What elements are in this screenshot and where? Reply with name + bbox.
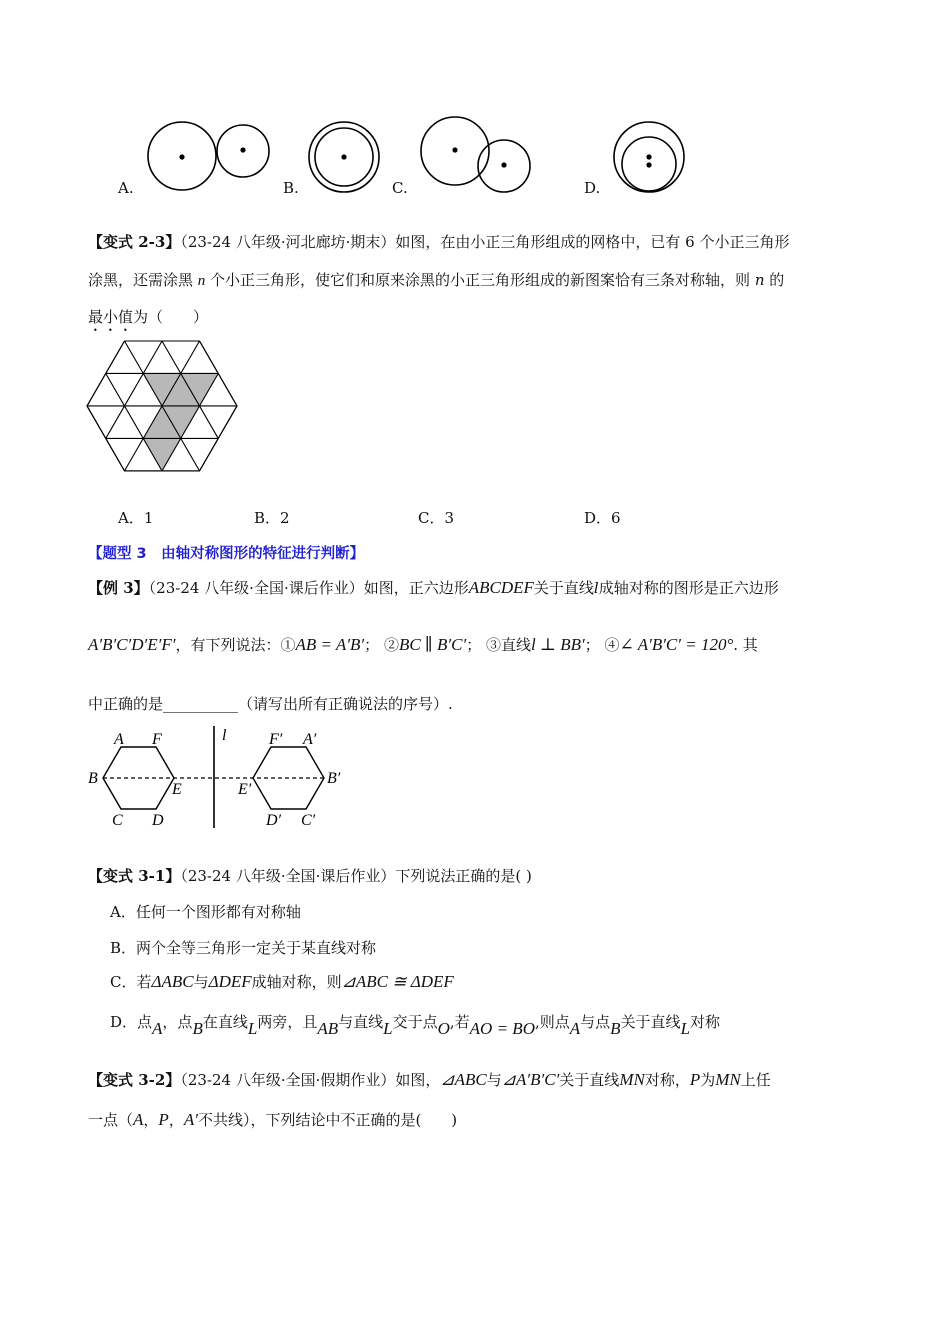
label-Dp: D′ — [266, 812, 282, 829]
hexagon-reflection-figure — [86, 722, 366, 832]
ex3-line1: 【例 3】（23-24 八年级·全国·课后作业）如图，正六边形ABCDEF关于直线l成轴对称的图形是正六边形 — [88, 578, 779, 597]
label-Fp: F′ — [269, 731, 283, 748]
q31-option-b: B．两个全等三角形一定关于某直线对称 — [110, 939, 377, 957]
q23-text1: 如图，在由小正三角形组成的网格中，已有 6 个小正三角形 — [395, 233, 790, 251]
option-b-label: B. — [283, 179, 299, 197]
shaded-triangle — [143, 438, 181, 470]
q23-line3: 最小值为（ ） — [88, 308, 209, 326]
option-figures — [0, 0, 950, 200]
label-A: A — [114, 731, 124, 748]
q23-tag: 【变式 2-3】 — [88, 233, 181, 251]
label-Cp: C′ — [301, 812, 316, 829]
ex3-line3: 中正确的是__________（请写出所有正确说法的序号）. — [88, 695, 453, 713]
type3-heading: 【题型 3 由轴对称图形的特征进行判断】 — [88, 546, 365, 562]
label-C: C — [112, 812, 123, 829]
label-Bp: B′ — [327, 770, 341, 787]
q31-option-a: A．任何一个图形都有对称轴 — [110, 903, 301, 921]
q23-option-d: D．6 — [584, 509, 621, 527]
q32-line1: 【变式 3-2】（23-24 八年级·全国·假期作业）如图，⊿ABC与⊿A′B′C′关于直线MN对称，P为MN上任 — [88, 1070, 771, 1089]
q32-line2: 一点（A，P，A′不共线），下列结论中不正确的是( ) — [88, 1110, 458, 1129]
ex3-line2: A′B′C′D′E′F′，有下列说法：①AB = A′B′； ②BC ∥ B′C′； ③直线l ⊥ BB′； ④∠ A′B′C′ = 120°. 其 — [88, 635, 758, 654]
q23-source: （23-24 八年级·河北廊坊·期末） — [180, 233, 396, 251]
option-a-label: A. — [118, 179, 134, 197]
label-l: l — [222, 727, 227, 744]
q23-option-b: B．2 — [254, 509, 290, 527]
option-d-label: D. — [584, 179, 601, 197]
q31-option-d: D．点A，点B在直线L两旁，且AB与直线L交于点O,若AO = BO,则点A与点B关于直线L对称 — [110, 1013, 721, 1038]
q31-stem: 【变式 3-1】（23-24 八年级·全国·课后作业）下列说法正确的是( ) — [88, 867, 532, 885]
label-D: D — [152, 812, 164, 829]
triangle-grid-figure — [84, 338, 244, 478]
label-E: E — [172, 781, 182, 798]
label-Ap: A′ — [303, 731, 317, 748]
option-c-label: C. — [392, 179, 408, 197]
emphasis-min-value: 最小值 — [88, 308, 134, 326]
label-B: B — [88, 770, 98, 787]
q31-option-c: C．若ΔABC与ΔDEF成轴对称，则⊿ABC ≅ ΔDEF — [110, 972, 454, 991]
q23-option-a: A．1 — [118, 509, 154, 527]
q23-option-c: C．3 — [418, 509, 455, 527]
label-Ep: E′ — [238, 781, 252, 798]
q23-line1 — [88, 232, 789, 252]
label-F: F — [152, 731, 162, 748]
q23-line2: 涂黑，还需涂黑 n 个小正三角形，使它们和原来涂黑的小正三角形组成的新图案恰有三条对称轴，则 n 的 — [88, 271, 785, 289]
